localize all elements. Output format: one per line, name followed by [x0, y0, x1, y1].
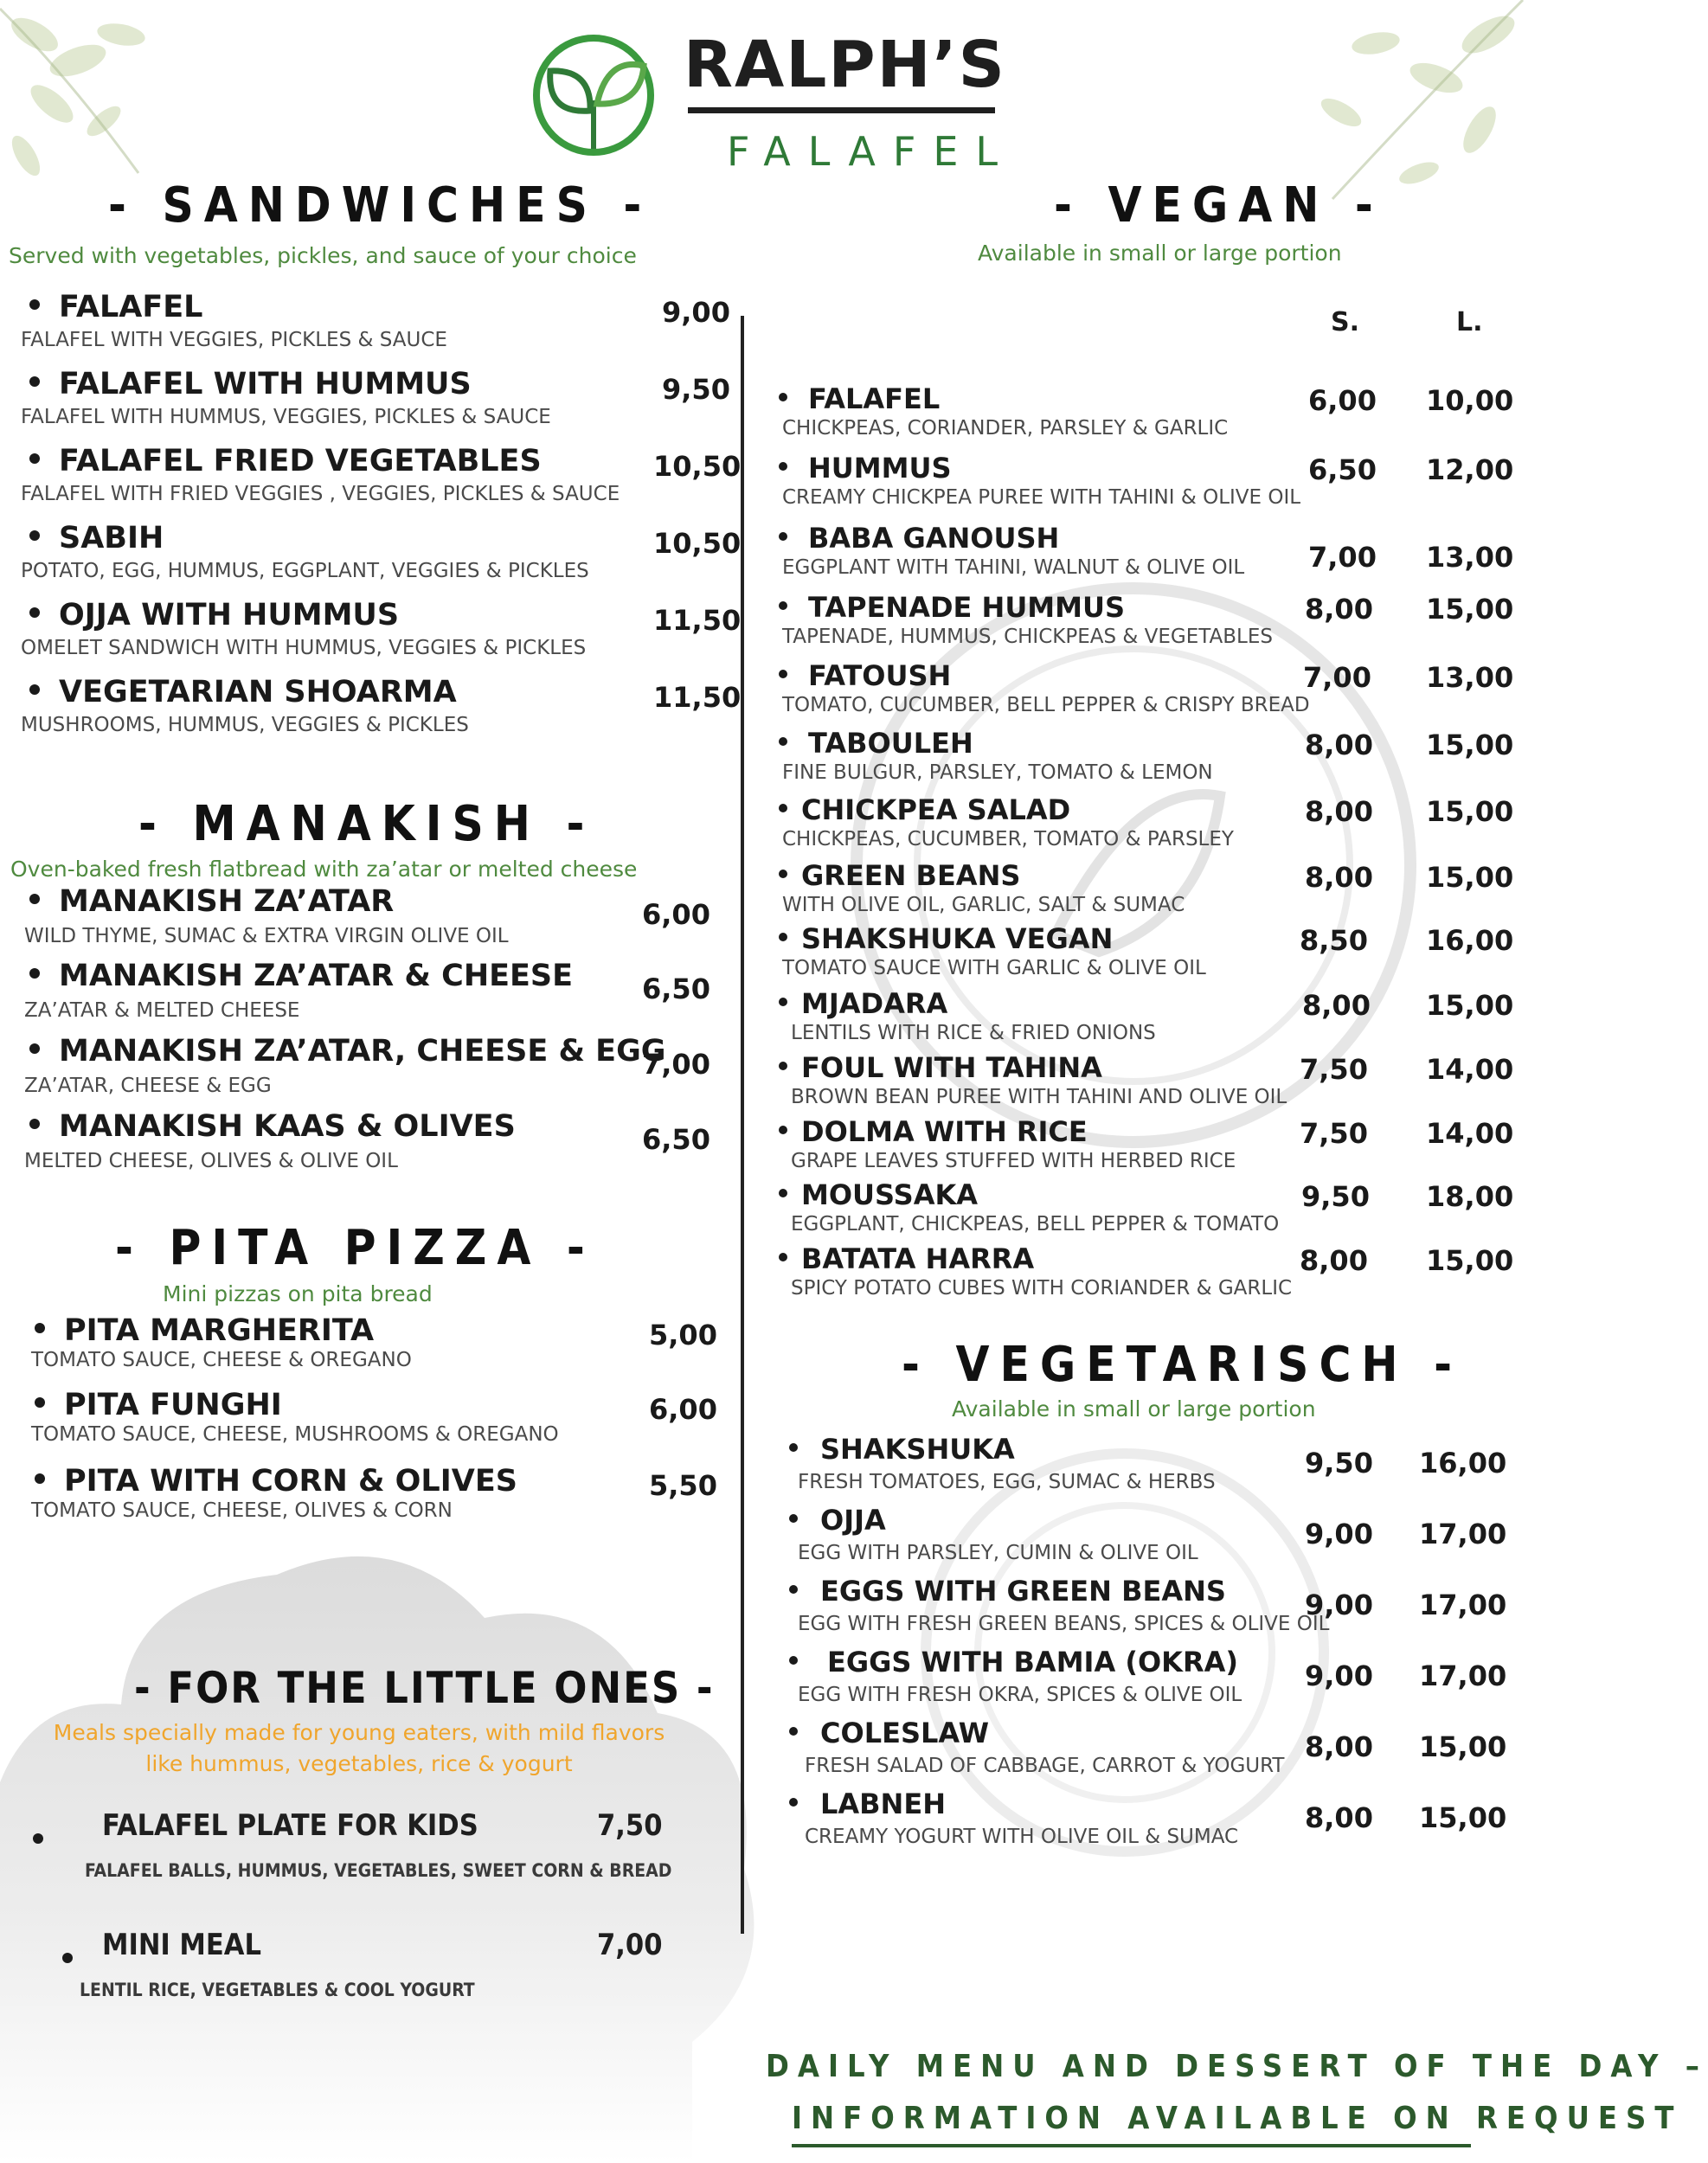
- vegan-item-small-price: 8,50: [1300, 924, 1368, 957]
- vegan-item-name: [779, 1178, 978, 1211]
- sandwich-item-price: 10,50: [653, 450, 742, 483]
- sandwich-item-price: 9,50: [662, 373, 730, 406]
- pita-item-price: 5,00: [649, 1319, 717, 1351]
- vegan-small-header: S.: [1331, 307, 1360, 337]
- vegan-item-small-price: 7,50: [1300, 1053, 1368, 1086]
- manakish-item-label: MANAKISH ZA’ATAR & CHEESE: [59, 959, 574, 993]
- vegan-item-desc: BROWN BEAN PUREE WITH TAHINI AND OLIVE OIL: [791, 1086, 1287, 1108]
- bullet-icon: [35, 1323, 45, 1333]
- kids-menu-cloud-background: [0, 1523, 779, 2163]
- vegan-item-name: [779, 659, 951, 692]
- bullet-icon: [29, 894, 40, 904]
- little-ones-note-line2: like hummus, vegetables, rice & yogurt: [145, 1751, 573, 1776]
- bullet-icon: [29, 453, 40, 464]
- vegetarisch-item-desc: EGG WITH FRESH OKRA, SPICES & OLIVE OIL: [798, 1684, 1242, 1706]
- vegan-note: Available in small or large portion: [978, 241, 1342, 266]
- vegetarisch-item-desc: CREAMY YOGURT WITH OLIVE OIL & SUMAC: [805, 1826, 1239, 1848]
- manakish-item-label: MANAKISH ZA’ATAR: [59, 884, 395, 919]
- vegan-item-desc: SPICY POTATO CUBES WITH CORIANDER & GARLIC: [791, 1277, 1293, 1300]
- vegetarisch-item-label: SHAKSHUKA: [820, 1433, 1015, 1466]
- vegan-item-large-price: 15,00: [1426, 861, 1514, 894]
- vegan-item-name: [779, 727, 973, 760]
- sandwich-item-price: 9,00: [662, 296, 730, 329]
- pita-item-name: [35, 1388, 282, 1422]
- vegan-item-small-price: 8,00: [1300, 1244, 1368, 1277]
- bullet-icon: [789, 1514, 798, 1523]
- vegan-item-small-price: 8,00: [1305, 728, 1373, 761]
- vegetarisch-item-name: [789, 1788, 946, 1820]
- vegetarisch-item-label: COLESLAW: [820, 1717, 989, 1749]
- vegetarisch-item-large-price: 15,00: [1419, 1730, 1507, 1763]
- vegetarisch-item-small-price: 8,00: [1305, 1730, 1373, 1763]
- bullet-icon: [29, 607, 40, 618]
- sandwich-item-desc: FALAFEL WITH VEGGIES, PICKLES & SAUCE: [21, 329, 447, 351]
- logo-leaf-icon: [530, 31, 658, 159]
- bullet-icon: [779, 1189, 787, 1197]
- manakish-item-price: 7,00: [642, 1048, 710, 1081]
- vegan-item-large-price: 10,00: [1426, 384, 1514, 417]
- footer-line-1: DAILY MENU AND DESSERT OF THE DAY –: [766, 2049, 1708, 2084]
- pita-item-label: PITA MARGHERITA: [64, 1313, 375, 1348]
- vegan-item-name: [779, 1242, 1034, 1275]
- vegetarisch-item-name: [789, 1717, 989, 1749]
- bullet-icon: [29, 376, 40, 387]
- bullet-icon: [29, 1119, 40, 1129]
- manakish-item-name: [29, 1034, 666, 1069]
- sandwich-item-name: [29, 521, 164, 555]
- vegan-item-name: [779, 859, 1020, 892]
- vegan-large-header: L.: [1456, 307, 1483, 337]
- sandwich-item-name: [29, 598, 399, 632]
- kids-item-desc: LENTIL RICE, VEGETABLES & COOL YOGURT: [80, 1980, 475, 2000]
- vegan-item-large-price: 15,00: [1426, 1244, 1514, 1277]
- bullet-icon: [779, 737, 787, 746]
- sandwiches-title: - SANDWICHES -: [108, 177, 652, 234]
- vegetarisch-title: - VEGETARISCH -: [902, 1337, 1463, 1393]
- pita-item-desc: TOMATO SAUCE, CHEESE, MUSHROOMS & OREGANO: [31, 1423, 559, 1446]
- kids-item-price: 7,50: [597, 1808, 663, 1843]
- vegetarisch-item-label: EGGS WITH GREEN BEANS: [820, 1575, 1226, 1608]
- bullet-icon: [789, 1443, 798, 1452]
- bullet-icon: [779, 601, 787, 610]
- manakish-item-price: 6,50: [642, 972, 710, 1005]
- bullet-icon: [779, 670, 787, 678]
- vegetarisch-item-desc: EGG WITH FRESH GREEN BEANS, SPICES & OLIVE OIL: [798, 1613, 1330, 1635]
- sandwich-item-desc: MUSHROOMS, HUMMUS, VEGGIES & PICKLES: [21, 714, 469, 736]
- pita-pizza-note: Mini pizzas on pita bread: [163, 1281, 433, 1306]
- vegetarisch-note: Available in small or large portion: [952, 1396, 1316, 1422]
- vegan-item-desc: EGGPLANT WITH TAHINI, WALNUT & OLIVE OIL: [782, 556, 1245, 579]
- sandwich-item-label: FALAFEL FRIED VEGETABLES: [59, 444, 542, 478]
- footer-line-2: INFORMATION AVAILABLE ON REQUEST: [792, 2101, 1683, 2136]
- vegetarisch-item-desc: EGG WITH PARSLEY, CUMIN & OLIVE OIL: [798, 1542, 1198, 1564]
- sandwich-item-name: [29, 444, 542, 478]
- vegan-item-label: MOUSSAKA: [801, 1178, 979, 1211]
- vegetarisch-item-label: OJJA: [820, 1504, 886, 1537]
- vegan-item-large-price: 16,00: [1426, 924, 1514, 957]
- vegan-item-large-price: 18,00: [1426, 1180, 1514, 1213]
- vegan-item-name: [779, 382, 940, 415]
- manakish-item-label: MANAKISH KAAS & OLIVES: [59, 1109, 516, 1144]
- vegan-title: - VEGAN -: [1054, 177, 1384, 234]
- sandwich-item-price: 10,50: [653, 527, 742, 560]
- vegetarisch-item-large-price: 17,00: [1419, 1589, 1507, 1621]
- vegan-item-large-price: 13,00: [1426, 661, 1514, 694]
- brand-underline: [688, 107, 995, 113]
- bullet-icon: [779, 1062, 787, 1070]
- sandwich-item-label: VEGETARIAN SHOARMA: [59, 675, 457, 709]
- vegan-item-desc: EGGPLANT, CHICKPEAS, BELL PEPPER & TOMATO: [791, 1213, 1280, 1236]
- vegan-item-label: DOLMA WITH RICE: [801, 1115, 1088, 1148]
- vegan-item-label: HUMMUS: [808, 452, 952, 485]
- little-ones-note: [35, 1717, 684, 1780]
- vegan-item-label: BABA GANOUSH: [808, 522, 1060, 555]
- vegetarisch-item-label: LABNEH: [820, 1788, 946, 1820]
- pita-item-label: PITA WITH CORN & OLIVES: [64, 1464, 517, 1499]
- sandwich-item-desc: FALAFEL WITH FRIED VEGGIES , VEGGIES, PICKLES & SAUCE: [21, 483, 620, 505]
- column-divider: [741, 316, 744, 1934]
- vegan-item-desc: CHICKPEAS, CUCUMBER, TOMATO & PARSLEY: [782, 828, 1234, 850]
- pita-pizza-title: - PITA PIZZA -: [115, 1220, 595, 1276]
- pita-item-price: 6,00: [649, 1393, 717, 1426]
- little-ones-note-line1: Meals specially made for young eaters, with mild flavors: [53, 1720, 665, 1745]
- vegan-item-large-price: 14,00: [1426, 1053, 1514, 1086]
- pita-item-name: [35, 1464, 517, 1499]
- bullet-icon: [29, 684, 40, 695]
- vegan-item-large-price: 15,00: [1426, 795, 1514, 828]
- vegan-item-small-price: 8,00: [1302, 989, 1371, 1022]
- little-ones-title: - FOR THE LITTLE ONES -: [134, 1663, 715, 1713]
- vegetarisch-item-small-price: 9,50: [1305, 1447, 1373, 1479]
- vegan-item-label: SHAKSHUKA VEGAN: [801, 922, 1114, 955]
- sandwich-item-label: FALAFEL: [59, 290, 203, 324]
- manakish-item-name: [29, 959, 573, 993]
- kids-item-name: MINI MEAL: [102, 1928, 261, 1962]
- manakish-item-desc: WILD THYME, SUMAC & EXTRA VIRGIN OLIVE OIL: [24, 925, 509, 947]
- vegan-item-desc: CHICKPEAS, CORIANDER, PARSLEY & GARLIC: [782, 417, 1229, 440]
- vegan-item-name: [779, 591, 1125, 624]
- vegan-item-desc: LENTILS WITH RICE & FRIED ONIONS: [791, 1022, 1156, 1044]
- manakish-item-desc: ZA’ATAR, CHEESE & EGG: [24, 1075, 272, 1097]
- sandwich-item-name: [29, 675, 457, 709]
- vegan-item-desc: CREAMY CHICKPEA PUREE WITH TAHINI & OLIVE OIL: [782, 486, 1301, 509]
- vegan-item-name: [779, 793, 1070, 826]
- vegan-item-desc: FINE BULGUR, PARSLEY, TOMATO & LEMON: [782, 761, 1213, 784]
- sandwich-item-price: 11,50: [653, 604, 742, 637]
- manakish-item-name: [29, 884, 394, 919]
- vegan-item-small-price: 9,50: [1301, 1180, 1370, 1213]
- bullet-icon: [29, 530, 40, 541]
- bullet-icon: [29, 1043, 40, 1054]
- vegetarisch-item-small-price: 8,00: [1305, 1801, 1373, 1834]
- vegan-item-label: FOUL WITH TAHINA: [801, 1051, 1102, 1084]
- manakish-item-desc: ZA’ATAR & MELTED CHEESE: [24, 999, 300, 1022]
- sandwich-item-desc: OMELET SANDWICH WITH HUMMUS, VEGGIES & PICKLES: [21, 637, 587, 659]
- vegan-item-desc: TAPENADE, HUMMUS, CHICKPEAS & VEGETABLES: [782, 626, 1273, 648]
- bullet-icon: [779, 870, 787, 878]
- kids-item-desc: FALAFEL BALLS, HUMMUS, VEGETABLES, SWEET CORN & BREAD: [85, 1860, 672, 1881]
- vegan-item-large-price: 15,00: [1426, 989, 1514, 1022]
- manakish-item-price: 6,50: [642, 1123, 710, 1156]
- vegetarisch-item-desc: FRESH SALAD OF CABBAGE, CARROT & YOGURT: [805, 1755, 1285, 1777]
- vegan-item-desc: WITH OLIVE OIL, GARLIC, SALT & SUMAC: [782, 894, 1185, 916]
- vegan-item-name: [779, 922, 1113, 955]
- manakish-item-desc: MELTED CHEESE, OLIVES & OLIVE OIL: [24, 1150, 398, 1172]
- kids-item-price: 7,00: [597, 1928, 663, 1962]
- vegan-item-large-price: 12,00: [1426, 453, 1514, 486]
- vegetarisch-item-large-price: 17,00: [1419, 1659, 1507, 1692]
- vegan-item-label: FATOUSH: [808, 659, 952, 692]
- pita-item-label: PITA FUNGHI: [64, 1388, 282, 1422]
- bullet-icon: [779, 1253, 787, 1261]
- vegan-item-label: MJADARA: [801, 987, 948, 1020]
- vegan-item-label: GREEN BEANS: [801, 859, 1021, 892]
- vegan-item-name: [779, 522, 1059, 555]
- pita-item-price: 5,50: [649, 1469, 717, 1502]
- vegetarisch-item-small-price: 9,00: [1305, 1589, 1373, 1621]
- sandwich-item-desc: FALAFEL WITH HUMMUS, VEGGIES, PICKLES & SAUCE: [21, 406, 551, 428]
- brand-name: RALPH’S: [684, 28, 1006, 102]
- pita-item-desc: TOMATO SAUCE, CHEESE & OREGANO: [31, 1349, 412, 1371]
- bullet-icon: [779, 1126, 787, 1134]
- bullet-icon: [779, 393, 787, 401]
- vegetarisch-item-label: EGGS WITH BAMIA (OKRA): [827, 1646, 1238, 1678]
- vegan-item-small-price: 8,00: [1305, 795, 1373, 828]
- vegetarisch-item-name: [789, 1646, 1238, 1678]
- sandwich-item-label: SABIH: [59, 521, 164, 555]
- kids-item-name: FALAFEL PLATE FOR KIDS: [102, 1808, 478, 1843]
- manakish-item-price: 6,00: [642, 898, 710, 931]
- vegan-item-small-price: 7,00: [1303, 661, 1371, 694]
- manakish-item-name: [29, 1109, 516, 1144]
- bullet-icon: [29, 299, 40, 310]
- vegan-item-small-price: 6,00: [1308, 384, 1377, 417]
- vegan-item-large-price: 14,00: [1426, 1117, 1514, 1150]
- bullet-icon: [33, 1833, 43, 1844]
- manakish-item-label: MANAKISH ZA’ATAR, CHEESE & EGG: [59, 1034, 666, 1069]
- bullet-icon: [35, 1473, 45, 1484]
- vegan-item-small-price: 8,00: [1305, 861, 1373, 894]
- vegan-item-name: [779, 452, 951, 485]
- bullet-icon: [789, 1585, 798, 1594]
- vegan-item-small-price: 6,50: [1308, 453, 1377, 486]
- bullet-icon: [779, 933, 787, 941]
- vegetarisch-item-large-price: 16,00: [1419, 1447, 1507, 1479]
- vegan-item-name: [779, 987, 947, 1020]
- vegan-item-name: [779, 1051, 1102, 1084]
- bullet-icon: [779, 462, 787, 471]
- vegan-item-large-price: 15,00: [1426, 593, 1514, 626]
- sandwich-item-label: OJJA WITH HUMMUS: [59, 598, 400, 632]
- vegan-item-small-price: 7,00: [1308, 541, 1377, 574]
- sandwich-item-label: FALAFEL WITH HUMMUS: [59, 367, 472, 401]
- vegan-item-large-price: 15,00: [1426, 728, 1514, 761]
- manakish-note: Oven-baked fresh flatbread with za’atar or melted cheese: [10, 857, 638, 882]
- vegetarisch-item-large-price: 17,00: [1419, 1518, 1507, 1550]
- vegan-item-desc: TOMATO SAUCE WITH GARLIC & OLIVE OIL: [782, 957, 1206, 979]
- manakish-title: - MANAKISH -: [138, 796, 595, 852]
- bullet-icon: [29, 968, 40, 979]
- bullet-icon: [779, 532, 787, 541]
- bullet-icon: [789, 1798, 798, 1807]
- pita-item-name: [35, 1313, 374, 1348]
- sandwich-item-desc: POTATO, EGG, HUMMUS, EGGPLANT, VEGGIES & PICKLES: [21, 560, 589, 582]
- bullet-icon: [789, 1727, 798, 1736]
- vegan-item-desc: GRAPE LEAVES STUFFED WITH HERBED RICE: [791, 1150, 1236, 1172]
- vegan-item-name: [779, 1115, 1088, 1148]
- vegetarisch-item-name: [789, 1433, 1015, 1466]
- vegan-item-label: CHICKPEA SALAD: [801, 793, 1071, 826]
- vegetarisch-item-name: [789, 1504, 886, 1537]
- vegan-item-label: FALAFEL: [808, 382, 941, 415]
- sandwich-item-price: 11,50: [653, 681, 742, 714]
- vegan-item-small-price: 7,50: [1300, 1117, 1368, 1150]
- vegan-item-desc: TOMATO, CUCUMBER, BELL PEPPER & CRISPY BREAD: [782, 694, 1310, 716]
- vegan-item-large-price: 13,00: [1426, 541, 1514, 574]
- vegetarisch-item-small-price: 9,00: [1305, 1518, 1373, 1550]
- vegetarisch-item-name: [789, 1575, 1226, 1608]
- footer-underline: [792, 2144, 1471, 2147]
- vegan-item-label: BATATA HARRA: [801, 1242, 1035, 1275]
- vegan-item-label: TABOULEH: [808, 727, 973, 760]
- vegan-item-label: TAPENADE HUMMUS: [808, 591, 1126, 624]
- vegan-item-small-price: 8,00: [1305, 593, 1373, 626]
- pita-item-desc: TOMATO SAUCE, CHEESE, OLIVES & CORN: [31, 1499, 453, 1522]
- bullet-icon: [789, 1656, 798, 1665]
- bullet-icon: [779, 998, 787, 1006]
- vegetarisch-item-desc: FRESH TOMATOES, EGG, SUMAC & HERBS: [798, 1471, 1216, 1493]
- bullet-icon: [35, 1397, 45, 1408]
- vegetarisch-item-small-price: 9,00: [1305, 1659, 1373, 1692]
- vegetarisch-item-large-price: 15,00: [1419, 1801, 1507, 1834]
- sandwiches-note: Served with vegetables, pickles, and sauce of your choice: [9, 243, 637, 268]
- brand-subtitle: FALAFEL: [727, 128, 1016, 175]
- sandwich-item-name: [29, 367, 472, 401]
- bullet-icon: [779, 804, 787, 812]
- sandwich-item-name: [29, 290, 203, 324]
- bullet-icon: [62, 1953, 73, 1963]
